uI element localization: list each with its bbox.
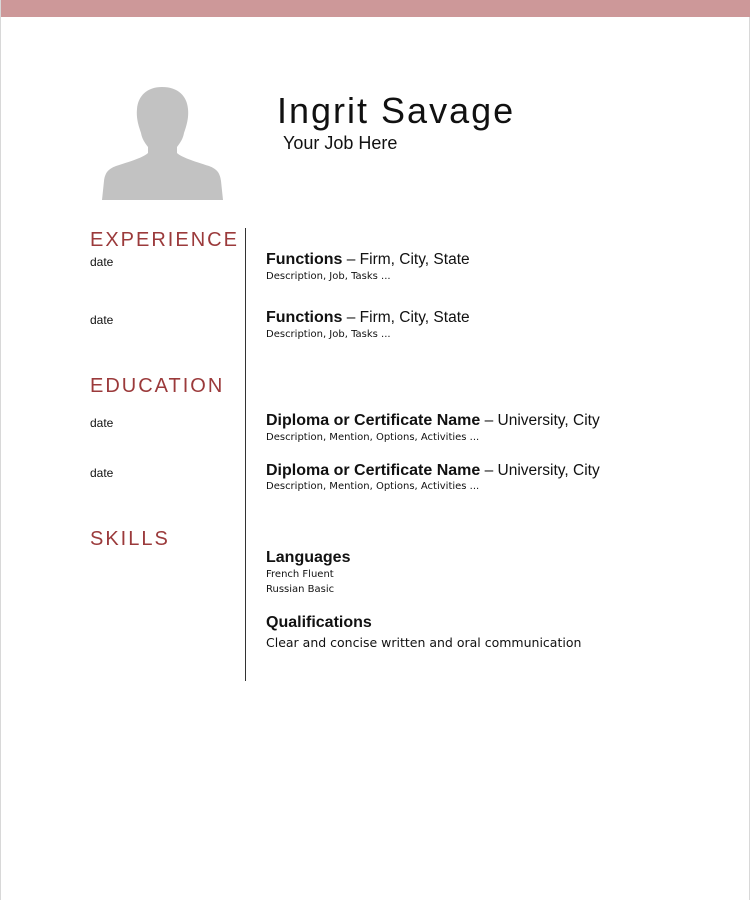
education-heading: EDUCATION bbox=[90, 375, 225, 397]
education-degree: Diploma or Certificate Name bbox=[266, 412, 481, 429]
languages-heading: Languages bbox=[266, 549, 351, 566]
column-divider bbox=[245, 228, 246, 681]
language-item: French Fluent bbox=[266, 569, 334, 580]
experience-entry-title bbox=[266, 309, 470, 327]
skills-heading: SKILLS bbox=[90, 528, 170, 550]
education-entry-title bbox=[266, 412, 600, 430]
education-entry-title bbox=[266, 462, 600, 480]
experience-role: Functions bbox=[266, 251, 343, 268]
education-place: – University, City bbox=[480, 462, 600, 479]
qualifications-text: Clear and concise written and oral communication bbox=[266, 635, 582, 650]
candidate-name: Ingrit Savage bbox=[277, 90, 516, 131]
language-item: Russian Basic bbox=[266, 584, 335, 595]
experience-description: Description, Job, Tasks ... bbox=[266, 271, 391, 282]
experience-role: Functions bbox=[266, 309, 343, 326]
experience-place: – Firm, City, State bbox=[342, 251, 470, 268]
education-date: date bbox=[90, 416, 114, 430]
top-accent-bar bbox=[1, 0, 750, 17]
experience-date: date bbox=[90, 255, 114, 269]
education-degree: Diploma or Certificate Name bbox=[266, 462, 481, 479]
qualifications-heading: Qualifications bbox=[266, 614, 372, 631]
experience-description: Description, Job, Tasks ... bbox=[266, 329, 391, 340]
job-title: Your Job Here bbox=[283, 133, 398, 153]
experience-entry-title bbox=[266, 251, 470, 269]
experience-heading: EXPERIENCE bbox=[90, 229, 239, 251]
education-description: Description, Mention, Options, Activities ... bbox=[266, 481, 480, 492]
education-place: – University, City bbox=[480, 412, 600, 429]
education-description: Description, Mention, Options, Activities ... bbox=[266, 432, 480, 443]
education-date: date bbox=[90, 466, 114, 480]
person-silhouette-icon bbox=[102, 87, 223, 200]
experience-place: – Firm, City, State bbox=[342, 309, 470, 326]
experience-date: date bbox=[90, 313, 114, 327]
